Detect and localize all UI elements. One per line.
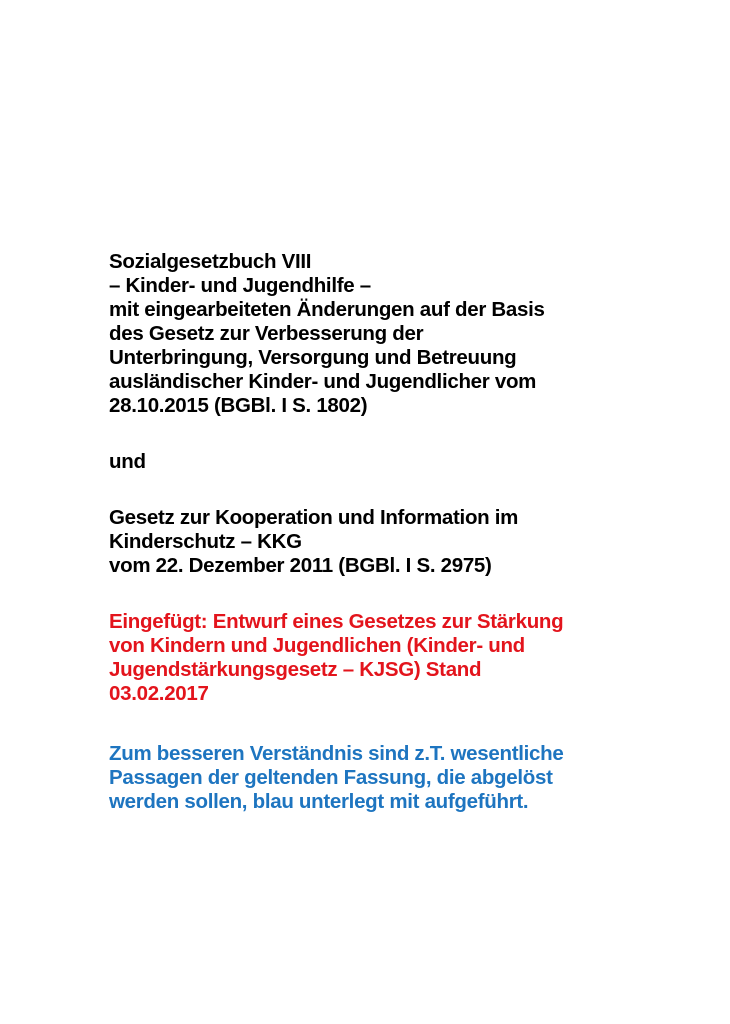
conjunction-line: und (109, 450, 146, 473)
kkg-block (109, 506, 709, 578)
law-description-line: des Gesetz zur Verbesserung der (109, 322, 424, 345)
inserted-draft-line: Jugendstärkungsgesetz – KJSG) Stand (109, 658, 482, 681)
inserted-draft-line: Eingefügt: Entwurf eines Gesetzes zur Stärkung (109, 610, 564, 633)
law-description-line: mit eingearbeiteten Änderungen auf der Basis (109, 298, 545, 321)
inserted-draft-date-line: 03.02.2017 (109, 682, 209, 705)
law-description-line: ausländischer Kinder- und Jugendlicher vom (109, 370, 537, 393)
spacer (109, 706, 709, 742)
spacer (109, 578, 709, 610)
spacer (109, 474, 709, 506)
law-title-block (109, 250, 709, 418)
law-title-line: Sozialgesetzbuch VIII (109, 250, 312, 273)
note-line: werden sollen, blau unterlegt mit aufgeführt. (109, 790, 529, 813)
law-description-line: Unterbringung, Versorgung und Betreuung (109, 346, 517, 369)
note-line: Passagen der geltenden Fassung, die abgelöst (109, 766, 553, 789)
conjunction-text (109, 450, 709, 474)
kkg-title-line: Gesetz zur Kooperation und Information im (109, 506, 519, 529)
kkg-date-line: vom 22. Dezember 2011 (BGBl. I S. 2975) (109, 554, 492, 577)
title-page-content (109, 250, 709, 814)
note-line: Zum besseren Verständnis sind z.T. wesentliche (109, 742, 564, 765)
inserted-draft-block (109, 610, 709, 706)
kkg-title-line: Kinderschutz – KKG (109, 530, 302, 553)
law-reference-line: 28.10.2015 (BGBl. I S. 1802) (109, 394, 368, 417)
note-block (109, 742, 709, 814)
inserted-draft-line: von Kindern und Jugendlichen (Kinder- und (109, 634, 525, 657)
law-subtitle-line: – Kinder- und Jugendhilfe – (109, 274, 371, 297)
spacer (109, 418, 709, 450)
